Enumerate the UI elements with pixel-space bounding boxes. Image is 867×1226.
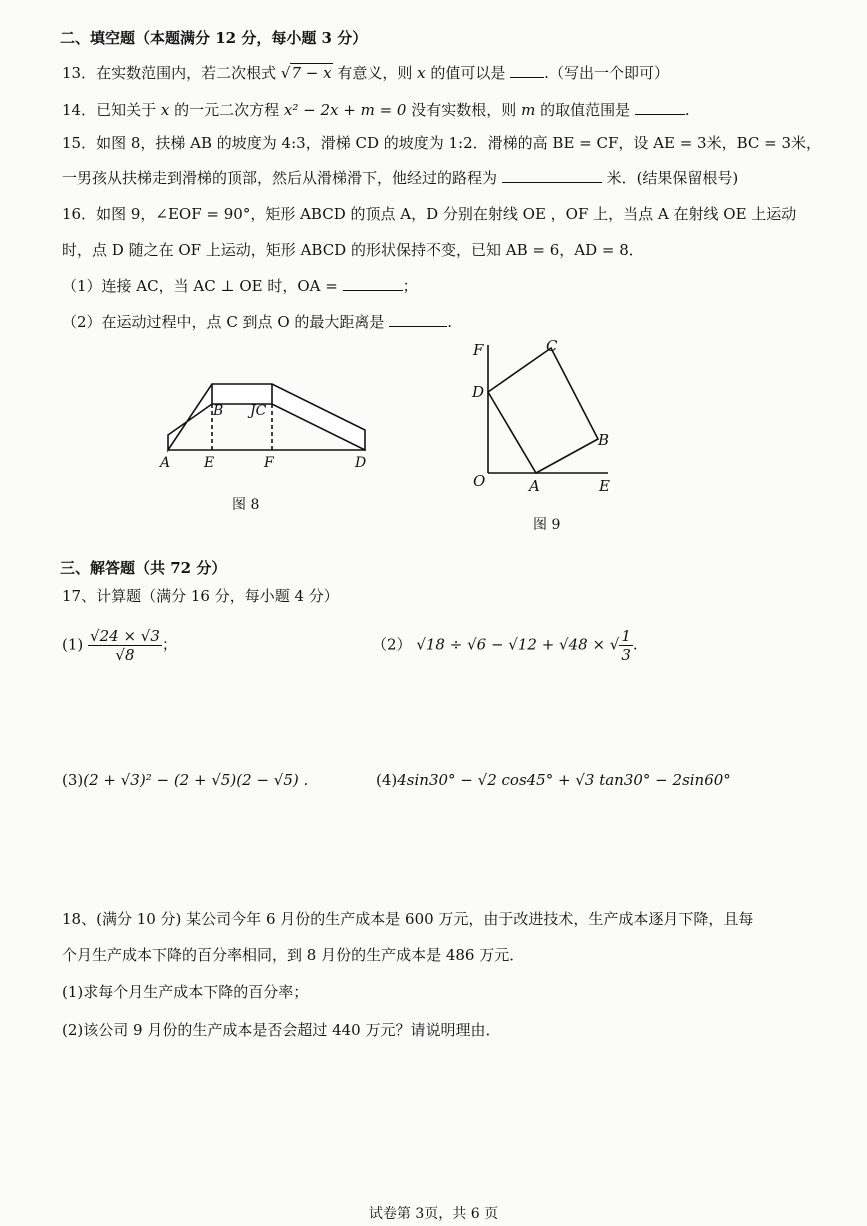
answer-blank-16-1[interactable] <box>343 276 403 291</box>
answer-blank-14[interactable] <box>635 100 685 115</box>
question-15-line1: 15．如图 8，扶梯 AB 的坡度为 4:3，滑梯 CD 的坡度为 1:2．滑梯的高 BE = CF，设 AE = 3米，BC = 3米， <box>62 134 822 152</box>
question-18-line1: 18、(满分 10 分) 某公司今年 6 月份的生产成本是 600 万元，由于改进技术，生产成本逐月下降，且每 <box>62 910 754 928</box>
answer-blank-15[interactable] <box>502 168 602 183</box>
figure-8-caption: 图 8 <box>232 497 260 513</box>
fig9-label-o: O <box>473 472 486 490</box>
question-18-part1: (1)求每个月生产成本下降的百分率； <box>62 983 309 1001</box>
question-16-line1: 16．如图 9，∠EOF = 90°，矩形 ABCD 的顶点 A，D 分别在射线 OE ，OF 上，当点 A 在射线 OE 上运动 <box>62 205 797 223</box>
question-17-part1: (1) $\frac{√24 \times √3}{√8}$ ； <box>62 627 177 664</box>
question-17-part2: （2） √18 ÷ √6 − √12 + √48 × √ $\frac{1}{3}$ . <box>372 627 638 664</box>
fig8-label-a: A <box>160 455 171 471</box>
question-16-part2: （2）在运动过程中，点 C 到点 O 的最大距离是 . <box>62 313 452 331</box>
figure-9-caption: 图 9 <box>533 517 561 533</box>
question-16-line2: 时，点 D 随之在 OF 上运动，矩形 ABCD 的形状保持不变，已知 AB = 6，AD = 8． <box>62 241 644 259</box>
question-15-line2: 一男孩从扶梯走到滑梯的顶部，然后从滑梯滑下，他经过的路程为 米．(结果保留根号) <box>62 169 739 187</box>
figure-8-diagram <box>150 370 380 475</box>
fraction: $\frac{√24 \times √3}{√8}$ <box>90 627 160 664</box>
figure-9-diagram <box>466 335 626 500</box>
question-17-part3: (3)(2 + √3)² − (2 + √5)(2 − √5) . <box>62 771 309 789</box>
page-footer: 试卷第 3页，共 6 页 <box>368 1206 499 1222</box>
section-2-title: 二、填空题（本题满分 12 分，每小题 3 分） <box>60 29 368 47</box>
fig9-label-f: F <box>473 341 484 359</box>
fig9-label-b: B <box>598 431 610 449</box>
question-17-part4: (4)4sin30° − √2 cos45° + √3 tan30° − 2sin60° <box>376 771 731 789</box>
fig9-label-d: D <box>472 383 485 401</box>
fig9-label-e: E <box>599 477 610 495</box>
fig8-label-f: F <box>264 455 274 471</box>
fig8-label-d: D <box>355 455 367 471</box>
fig9-label-c: C <box>546 337 558 355</box>
question-17-title: 17、计算题（满分 16 分，每小题 4 分） <box>62 587 339 605</box>
question-14: 14．已知关于 x 的一元二次方程 x² − 2x + m = 0 没有实数根，则 m 的取值范围是 . <box>62 101 690 119</box>
question-18-part2: (2)该公司 9 月份的生产成本是否会超过 440 万元？请说明理由． <box>62 1021 501 1039</box>
fig9-label-a: A <box>529 477 540 495</box>
answer-blank-16-2[interactable] <box>389 312 447 327</box>
question-13: 13．在实数范围内，若二次根式 √7 − x 有意义，则 x 的值可以是 .（写出一个即可） <box>62 64 669 82</box>
answer-blank-13[interactable] <box>510 63 544 78</box>
fig8-label-b: B <box>213 403 224 419</box>
fig8-label-e: E <box>204 455 215 471</box>
fig8-label-jc: JC <box>250 403 267 419</box>
section-3-title: 三、解答题（共 72 分） <box>60 559 227 577</box>
question-18-line2: 个月生产成本下降的百分率相同，到 8 月份的生产成本是 486 万元． <box>62 946 525 964</box>
sqrt-expression: √7 − x <box>280 64 332 82</box>
question-16-part1: （1）连接 AC，当 AC ⊥ OE 时，OA = ； <box>62 277 418 295</box>
fraction: $\frac{1}{3}$ <box>621 627 631 664</box>
